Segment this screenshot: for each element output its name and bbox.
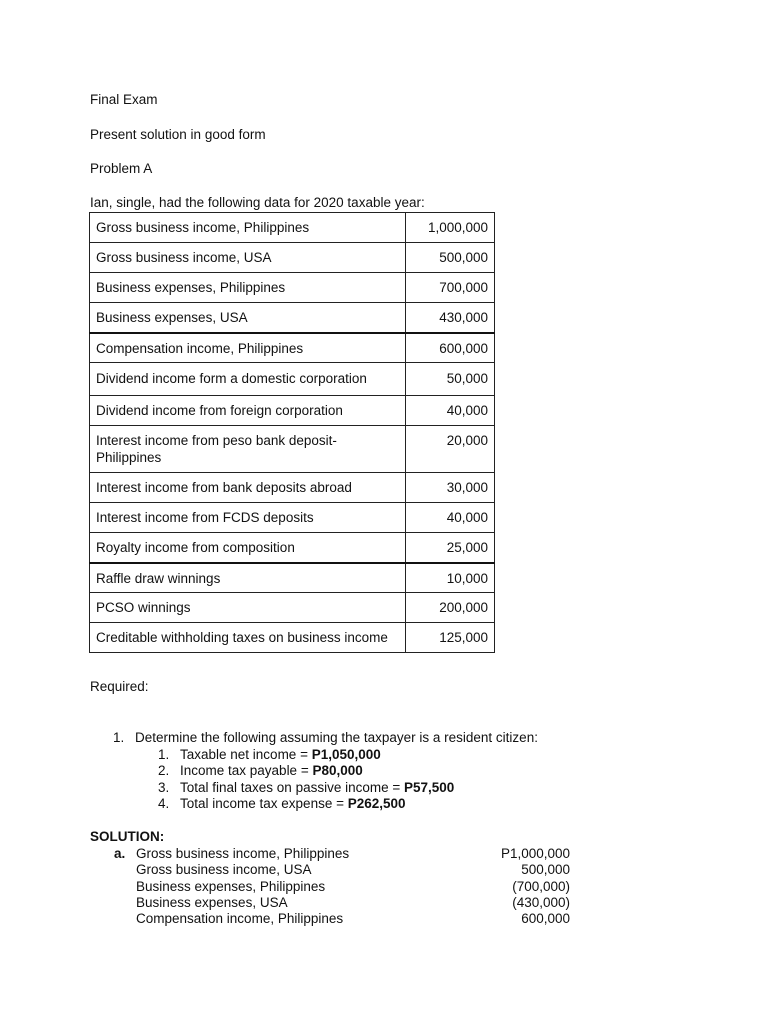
solution-row <box>114 895 570 911</box>
row-amount: 40,000 <box>406 396 495 426</box>
row-label: Gross business income, USA <box>90 243 406 273</box>
row-label: PCSO winnings <box>90 593 406 623</box>
solution-value: (700,000) <box>512 878 570 894</box>
list-number: 1. <box>158 746 170 762</box>
solution-desc: Gross business income, Philippines <box>136 846 350 861</box>
problem-heading: Problem A <box>90 161 153 176</box>
row-label: Creditable withholding taxes on business income <box>90 623 406 653</box>
row-amount: 40,000 <box>406 503 495 533</box>
table-row <box>90 533 495 563</box>
table-row <box>90 503 495 533</box>
table-row <box>90 473 495 503</box>
row-amount: 10,000 <box>406 563 495 593</box>
doc-title: Final Exam <box>90 92 158 107</box>
required-list <box>113 730 538 813</box>
row-label: Compensation income, Philippines <box>90 333 406 363</box>
income-data-table <box>89 212 495 653</box>
list-item <box>113 796 538 813</box>
solution-marker: a. <box>114 846 126 861</box>
required-heading: Required: <box>90 679 149 694</box>
list-item <box>113 747 538 764</box>
list-number: 4. <box>158 796 170 811</box>
list-item-text: Total income tax expense = <box>180 796 348 811</box>
list-item-text: Total final taxes on passive income = <box>180 779 404 795</box>
list-item-text: Determine the following assuming the taxpayer is a resident citizen: <box>135 730 538 745</box>
solution-value: 500,000 <box>521 862 570 878</box>
table-row <box>90 363 495 396</box>
solution-row <box>114 879 570 895</box>
table-row <box>90 243 495 273</box>
row-label: Business expenses, USA <box>90 303 406 333</box>
row-amount: 30,000 <box>406 473 495 503</box>
row-amount: 430,000 <box>406 303 495 333</box>
row-label: Interest income from FCDS deposits <box>90 503 406 533</box>
solution-desc: Compensation income, Philippines <box>136 911 344 927</box>
answer-value: P262,500 <box>347 796 406 811</box>
problem-intro: Ian, single, had the following data for 2020 taxable year: <box>90 195 425 210</box>
table-row <box>90 303 495 333</box>
table-row <box>90 273 495 303</box>
row-label: Interest income from peso bank deposit- Philippines <box>90 426 406 473</box>
row-amount: 25,000 <box>406 533 495 563</box>
list-number: 2. <box>158 763 170 778</box>
answer-value: P57,500 <box>404 779 455 795</box>
row-amount: 50,000 <box>406 363 495 396</box>
list-item <box>113 730 538 747</box>
list-item-text: Income tax payable = <box>180 763 313 778</box>
row-amount: 20,000 <box>406 426 495 473</box>
solution-row <box>114 862 570 878</box>
solution-row <box>114 911 570 927</box>
row-amount: 200,000 <box>406 593 495 623</box>
answer-value: P80,000 <box>312 763 363 778</box>
row-amount: 700,000 <box>406 273 495 303</box>
list-number: 1. <box>113 730 125 745</box>
row-label: Raffle draw winnings <box>90 563 406 593</box>
row-label: Gross business income, Philippines <box>90 213 406 243</box>
answer-value: P1,050,000 <box>311 746 381 762</box>
solution-row <box>114 846 570 862</box>
solution-desc: Business expenses, Philippines <box>136 878 326 894</box>
table-row <box>90 213 495 243</box>
row-amount: 125,000 <box>406 623 495 653</box>
row-label: Business expenses, Philippines <box>90 273 406 303</box>
solution-desc: Business expenses, USA <box>136 894 288 910</box>
solution-value: (430,000) <box>512 894 570 910</box>
row-label: Dividend income from foreign corporation <box>90 396 406 426</box>
solution-heading: SOLUTION: <box>90 829 165 844</box>
list-number: 3. <box>158 779 170 795</box>
table-row <box>90 333 495 363</box>
table-row <box>90 593 495 623</box>
table-row <box>90 426 495 473</box>
list-item-text: Taxable net income = <box>180 746 312 762</box>
table-row <box>90 563 495 593</box>
instruction-text: Present solution in good form <box>90 127 266 142</box>
table-row <box>90 396 495 426</box>
row-amount: 500,000 <box>406 243 495 273</box>
row-label: Royalty income from composition <box>90 533 406 563</box>
solution-block <box>114 846 570 927</box>
solution-desc: Gross business income, USA <box>136 862 312 878</box>
list-item <box>113 763 538 780</box>
row-amount: 1,000,000 <box>406 213 495 243</box>
list-item <box>113 780 538 797</box>
row-label: Interest income from bank deposits abroad <box>90 473 406 503</box>
table-row <box>90 623 495 653</box>
solution-value: 600,000 <box>521 911 570 927</box>
row-amount: 600,000 <box>406 333 495 363</box>
solution-value: P1,000,000 <box>500 846 570 861</box>
row-label: Dividend income form a domestic corporation <box>90 363 406 396</box>
